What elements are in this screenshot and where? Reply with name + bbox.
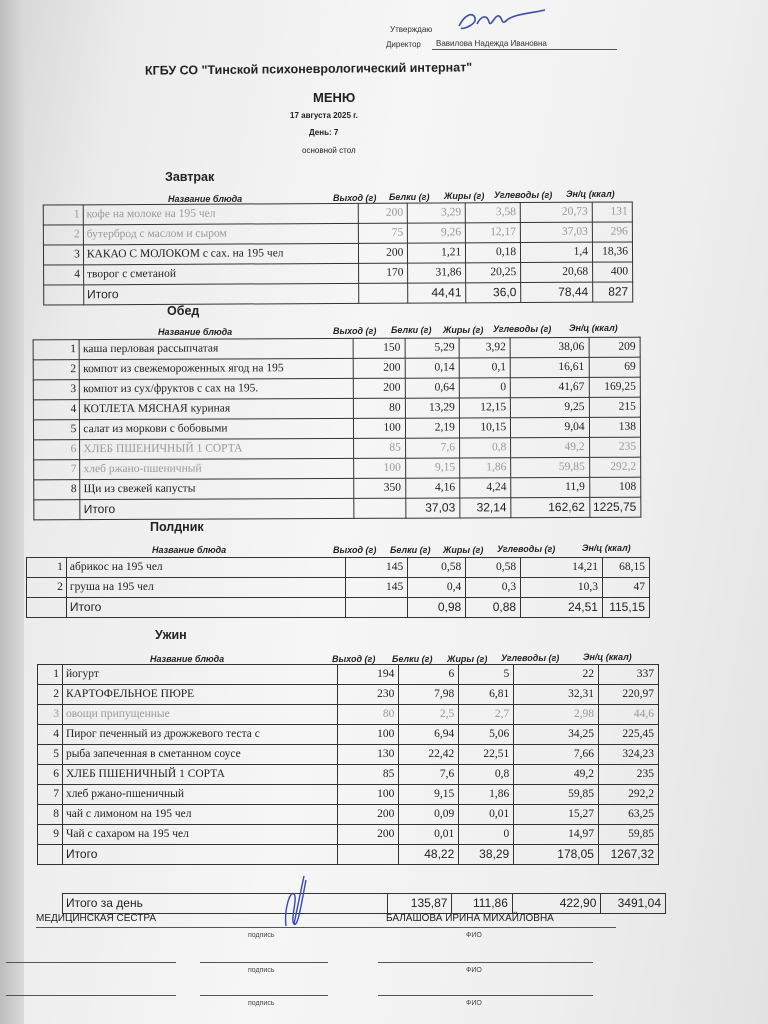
table-row: 2 КАРТОФЕЛЬНОЕ ПЮРЕ 230 7,98 6,81 32,31 220,97: [38, 685, 659, 705]
sign-line-2b: [200, 962, 328, 963]
sign-line-3b: [200, 995, 328, 996]
col-prot: Белки (г): [390, 545, 431, 555]
podpis-caption-2: подпись: [248, 967, 275, 974]
table-row: 6 ХЛЕБ ПШЕНИЧНЫЙ 1 СОРТА 85 7,6 0,8 49,2 235: [38, 765, 659, 785]
col-out: Выход (г): [332, 654, 376, 664]
table-row: 2 груша на 195 чел 145 0,4 0,3 10,3 47: [27, 578, 650, 598]
table-row: 1 йогурт 194 6 5 22 337: [38, 665, 659, 685]
col-name: Название блюда: [150, 654, 225, 664]
total-row: Итого 0,98 0,88 24,51 115,15: [27, 598, 650, 618]
snack-title: Полдник: [150, 520, 204, 534]
col-out: Выход (г): [333, 193, 377, 203]
sign-line-3a: [6, 995, 176, 996]
table-row: 7 хлеб ржано-пшеничный 100 9,15 1,86 59,85 292,2: [38, 785, 659, 805]
col-name: Название блюда: [158, 327, 233, 337]
nurse-name: БАЛАШОВА ИРИНА МИХАЙЛОВНА: [386, 913, 554, 924]
col-carb: Углеводы (г): [501, 653, 560, 663]
table-row: 8 чай с лимоном на 195 чел 200 0,09 0,01 15,27 63,25: [38, 805, 659, 825]
col-carb: Углеводы (г): [497, 544, 556, 554]
table-row: 2 бутерброд с маслом и сыром 75 9,26 12,17 37,03 296: [43, 222, 632, 245]
table-row: 1 кофе на молоке на 195 чел 200 3,29 3,58 20,73 131: [43, 202, 632, 225]
table-row: 9 Чай с сахаром на 195 чел 200 0,01 0 14,97 59,85: [38, 825, 659, 845]
col-carb: Углеводы (г): [493, 324, 552, 334]
breakfast-table: [43, 201, 634, 305]
col-fat: Жиры (г): [447, 654, 488, 664]
snack-table: [26, 557, 650, 618]
table-row: 1 абрикос на 195 чел 145 0,58 0,58 14,21 68,15: [27, 558, 650, 578]
table-row: 7 хлеб ржано-пшеничный 100 9,15 1,86 59,85 292,2: [34, 457, 641, 480]
col-fat: Жиры (г): [443, 325, 484, 335]
table-row: 1 каша перловая рассыпчатая 150 5,29 3,92 38,06 209: [33, 337, 640, 360]
total-row: Итого 37,03 32,14 162,62 1225,75: [34, 497, 641, 520]
col-prot: Белки (г): [389, 192, 430, 202]
nurse-label: МЕДИЦИНСКАЯ СЕСТРА: [36, 913, 157, 924]
col-kcal: Эн/ц (ккал): [582, 543, 631, 553]
director-signature: [455, 6, 555, 36]
table-row: 6 ХЛЕБ ПШЕНИЧНЫЙ 1 СОРТА 85 7,6 0,8 49,2 235: [34, 437, 641, 460]
col-prot: Белки (г): [392, 654, 433, 664]
breakfast-title: Завтрак: [165, 170, 215, 184]
col-prot: Белки (г): [391, 325, 432, 335]
col-kcal: Эн/ц (ккал): [583, 652, 632, 662]
col-out: Выход (г): [333, 545, 377, 555]
col-out: Выход (г): [333, 326, 377, 336]
menu-title: МЕНЮ: [313, 90, 356, 105]
org-name: КГБУ СО "Тинской психоневрологический интернат": [144, 60, 473, 78]
col-kcal: Эн/ц (ккал): [569, 323, 618, 333]
day-total-row: Итого за день 135,87 111,86 422,90 3491,04: [63, 894, 666, 914]
col-carb: Углеводы (г): [494, 190, 553, 200]
director-line: [432, 49, 617, 50]
menu-type: основной стол: [302, 146, 356, 155]
table-row: 2 компот из свежемороженных ягод на 195 200 0,14 0,1 16,61 69: [33, 357, 640, 380]
col-name: Название блюда: [152, 545, 227, 555]
podpis-caption-1: подпись: [248, 932, 275, 939]
table-row: 5 рыба запеченная в сметанном соусе 130 22,42 22,51 7,66 324,23: [38, 745, 659, 765]
col-name: Название блюда: [168, 194, 243, 204]
director-label: Директор: [386, 40, 421, 49]
director-name: Вавилова Надежда Ивановна: [436, 39, 547, 48]
col-kcal: Эн/ц (ккал): [566, 189, 615, 199]
sign-line-1: [36, 927, 616, 928]
col-fat: Жиры (г): [444, 191, 485, 201]
table-row: 4 Пирог печенный из дрожжевого теста с 100 6,94 5,06 34,25 225,45: [38, 725, 659, 745]
menu-day: День: 7: [309, 128, 339, 137]
table-row: 3 КАКАО С МОЛОКОМ с сах. на 195 чел 200 1,21 0,18 1,4 18,36: [43, 242, 632, 265]
table-row: 4 КОТЛЕТА МЯСНАЯ куриная 80 13,29 12,15 9,25 215: [33, 397, 640, 420]
nurse-signature: [276, 870, 316, 936]
lunch-table: [33, 337, 642, 521]
total-row: Итого 48,22 38,29 178,05 1267,32: [38, 845, 659, 865]
table-row: 8 Щи из свежей капусты 350 4,16 4,24 11,9 108: [34, 477, 641, 500]
podpis-caption-3: подпись: [248, 1000, 275, 1007]
table-row: 3 овощи припущенные 80 2,5 2,7 2,98 44,6: [38, 705, 659, 725]
table-row: 5 салат из моркови с бобовыми 100 2,19 10,15 9,04 138: [33, 417, 640, 440]
menu-date: 17 августа 2025 г.: [290, 111, 358, 120]
fio-caption-2: ФИО: [466, 967, 482, 974]
sign-line-3c: [378, 995, 593, 996]
sign-line-2a: [6, 962, 176, 963]
fio-caption-3: ФИО: [466, 1000, 482, 1007]
total-row: Итого 44,41 36,0 78,44 827: [44, 282, 633, 305]
fio-caption-1: ФИО: [466, 932, 482, 939]
dinner-title: Ужин: [155, 628, 187, 642]
sign-line-2c: [378, 962, 593, 963]
day-total-label: Итого за день: [63, 894, 388, 914]
dinner-table: [37, 664, 659, 865]
col-fat: Жиры (г): [443, 545, 484, 555]
lunch-title: Обед: [167, 304, 200, 318]
table-row: 4 творог с сметаной 170 31,86 20,25 20,68 400: [44, 262, 633, 285]
approval-label: Утверждаю: [390, 25, 433, 34]
table-row: 3 компот из сух/фруктов с сах на 195. 200 0,64 0 41,67 169,25: [33, 377, 640, 400]
day-total-table: [62, 893, 666, 914]
